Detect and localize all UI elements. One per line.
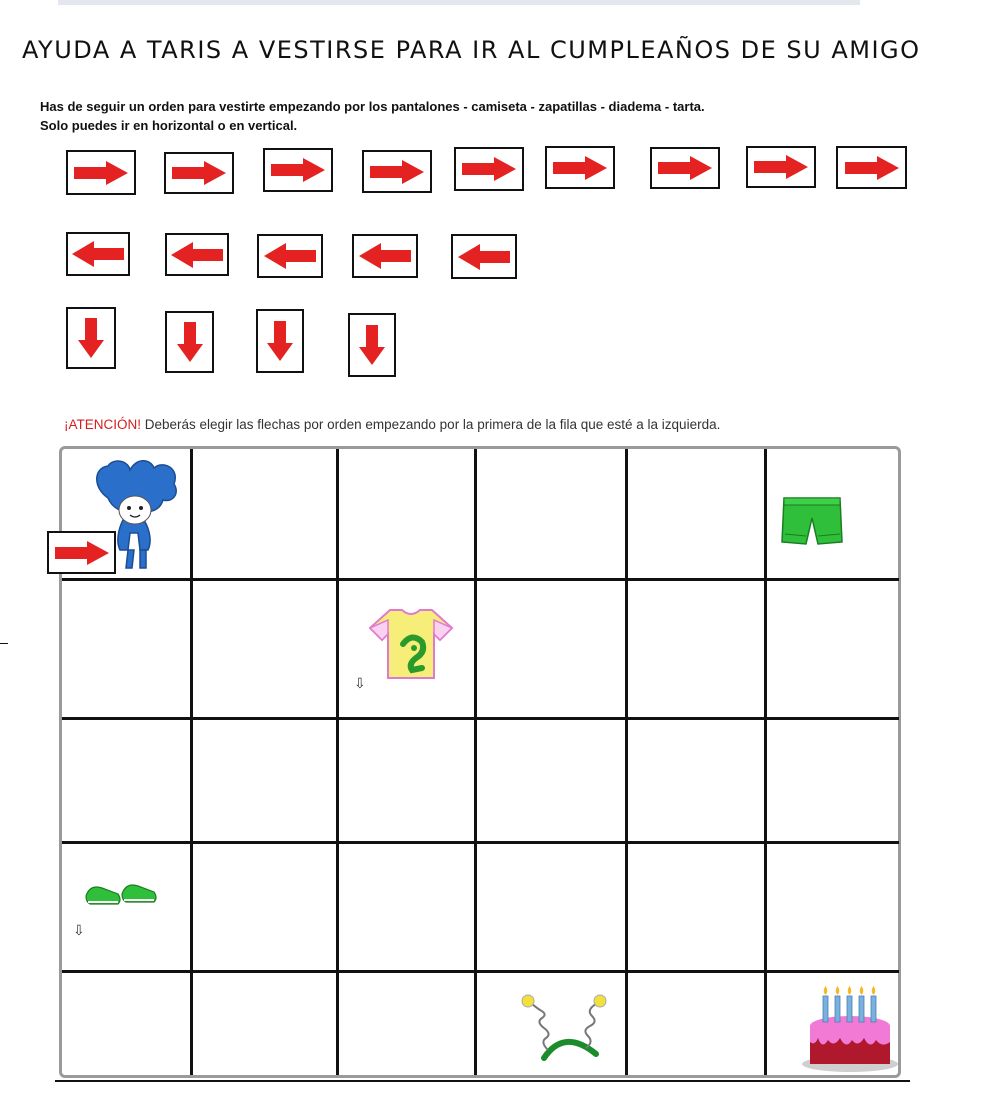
right-arrow-button[interactable] xyxy=(66,150,136,195)
right-arrow-icon xyxy=(368,159,426,185)
down-arrow-icon xyxy=(358,323,386,367)
attention-text: Deberás elegir las flechas por orden empezando por la primera de la fila que esté a la izquierda. xyxy=(141,417,721,432)
left-arrow-button[interactable] xyxy=(352,234,418,278)
down-arrow-button[interactable] xyxy=(165,311,214,373)
board-cell[interactable] xyxy=(628,720,764,841)
headband-icon xyxy=(516,992,614,1062)
right-arrow-button[interactable] xyxy=(746,146,816,188)
left-arrow-icon xyxy=(456,243,512,271)
right-arrow-icon xyxy=(656,155,714,181)
board-cell[interactable] xyxy=(628,844,764,970)
board-cell[interactable] xyxy=(477,581,625,717)
board-cell[interactable] xyxy=(628,452,764,578)
down-hint-arrow-shoes: ⇩ xyxy=(73,923,85,939)
down-arrow-icon xyxy=(176,320,204,364)
board-cell[interactable] xyxy=(477,720,625,841)
game-board xyxy=(59,446,901,1078)
down-arrow-icon xyxy=(77,316,105,360)
left-arrow-button[interactable] xyxy=(165,233,229,276)
right-arrow-icon xyxy=(551,155,609,181)
down-arrow-icon xyxy=(266,319,294,363)
zapatillas xyxy=(84,882,158,912)
right-arrow-icon xyxy=(843,155,901,181)
right-arrow-icon xyxy=(170,160,228,186)
right-arrow-icon xyxy=(269,157,327,183)
left-arrow-button[interactable] xyxy=(257,234,323,278)
right-arrow-icon xyxy=(752,154,810,180)
right-arrow-button[interactable] xyxy=(545,146,615,189)
shorts-icon xyxy=(780,494,844,548)
board-cell[interactable] xyxy=(193,973,336,1075)
page-title: AYUDA A TARIS A VESTIRSE PARA IR AL CUMPLEAÑOS DE SU AMIGO xyxy=(22,36,921,64)
left-arrow-button[interactable] xyxy=(66,232,130,276)
attention-label: ¡ATENCIÓN! xyxy=(64,417,141,432)
top-bar xyxy=(58,0,860,5)
board-cell[interactable] xyxy=(477,452,625,578)
board-cell[interactable] xyxy=(339,973,474,1075)
tarta xyxy=(800,984,900,1078)
left-arrow-button[interactable] xyxy=(451,234,517,279)
down-hint-arrow-shirt: ⇩ xyxy=(354,676,366,692)
start-right-arrow-button[interactable] xyxy=(47,531,116,574)
left-arrow-icon xyxy=(262,242,318,270)
instruction-line-1: Has de seguir un orden para vestirte empezando por los pantalones - camiseta - zapatillas - diadema - tarta. xyxy=(40,99,705,114)
left-arrow-icon xyxy=(169,241,225,269)
board-cell[interactable] xyxy=(339,844,474,970)
instruction-line-2: Solo puedes ir en horizontal o en vertical. xyxy=(40,118,298,133)
tshirt-icon xyxy=(368,606,454,682)
right-arrow-button[interactable] xyxy=(836,146,907,189)
left-arrow-icon xyxy=(70,240,126,268)
right-arrow-button[interactable] xyxy=(650,147,720,189)
right-arrow-button[interactable] xyxy=(362,150,432,193)
board-cell[interactable] xyxy=(339,720,474,841)
instructions xyxy=(40,97,705,135)
board-cell[interactable] xyxy=(65,973,190,1075)
left-arrow-icon xyxy=(357,242,413,270)
board-cell[interactable] xyxy=(193,720,336,841)
right-arrow-button[interactable] xyxy=(263,148,333,192)
board-cell[interactable] xyxy=(767,720,898,841)
board-cell[interactable] xyxy=(193,581,336,717)
board-cell[interactable] xyxy=(767,844,898,970)
right-arrow-icon xyxy=(72,160,130,186)
right-arrow-icon xyxy=(53,540,111,566)
cake-icon xyxy=(800,984,900,1074)
board-cell[interactable] xyxy=(193,844,336,970)
pantalones xyxy=(780,494,844,552)
right-arrow-icon xyxy=(460,156,518,182)
down-arrow-button[interactable] xyxy=(348,313,396,377)
board-cell[interactable] xyxy=(767,581,898,717)
margin-tick xyxy=(0,643,8,644)
diadema xyxy=(516,992,614,1066)
board-cell[interactable] xyxy=(628,973,764,1075)
board-cell[interactable] xyxy=(193,452,336,578)
camiseta xyxy=(368,606,454,686)
board-cell[interactable] xyxy=(65,581,190,717)
sneakers-icon xyxy=(84,882,158,908)
board-cell[interactable] xyxy=(477,844,625,970)
board-cell[interactable] xyxy=(65,720,190,841)
board-cell[interactable] xyxy=(339,452,474,578)
bottom-rule xyxy=(55,1080,910,1082)
down-arrow-button[interactable] xyxy=(256,309,304,373)
attention-note xyxy=(64,417,720,432)
down-arrow-button[interactable] xyxy=(66,307,116,369)
board-cell[interactable] xyxy=(628,581,764,717)
right-arrow-button[interactable] xyxy=(164,152,234,194)
right-arrow-button[interactable] xyxy=(454,147,524,191)
